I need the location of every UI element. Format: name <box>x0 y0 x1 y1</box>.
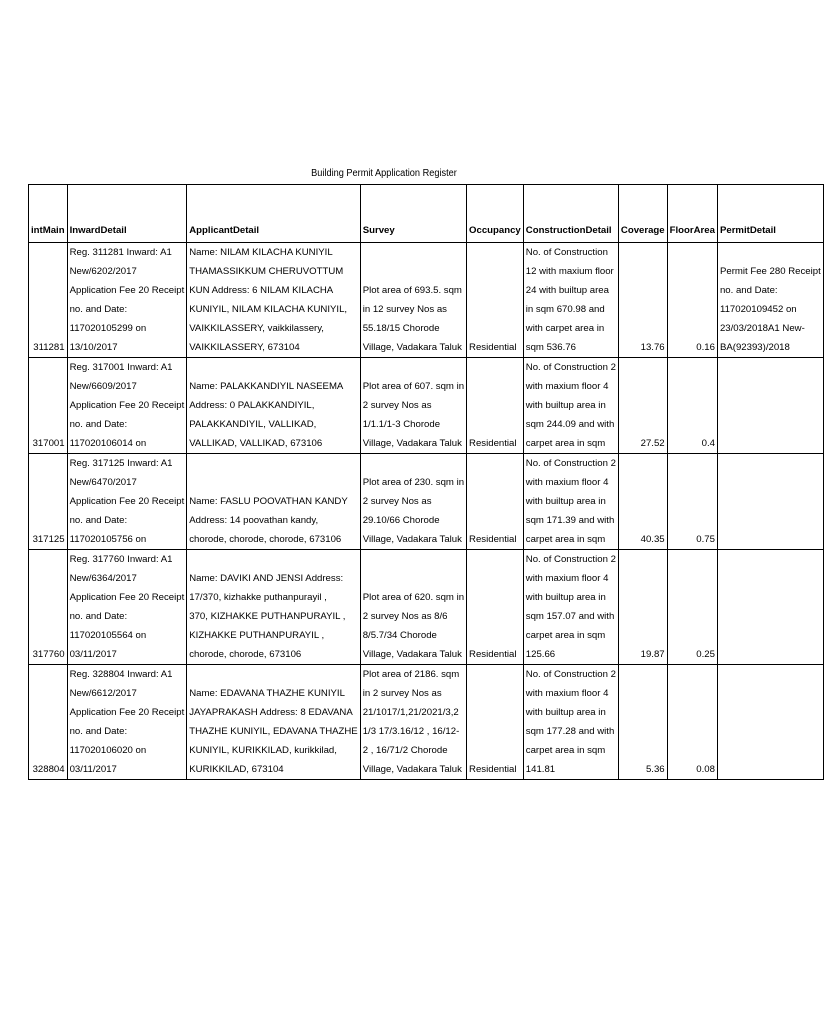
cell-survey <box>360 550 466 665</box>
cell-inward-line: 03/11/2017 <box>69 649 117 660</box>
cell-applicant-line: Address: 0 PALAKKANDIYIL, <box>189 400 315 411</box>
table-row <box>29 665 824 780</box>
cell-inward-line: no. and Date: <box>69 515 128 526</box>
cell-survey-line: 2 survey Nos as <box>362 400 432 411</box>
cell-construction-line: with maxium floor 4 <box>525 381 609 392</box>
cell-applicant-line: Address: 14 poovathan kandy, <box>189 515 319 526</box>
col-header-survey: Survey <box>360 185 466 243</box>
cell-intmain: 317001 <box>29 358 68 454</box>
header-row <box>29 185 824 243</box>
cell-permit-line: Permit Fee 280 Receipt <box>719 266 821 277</box>
cell-survey-line: Plot area of 2186. sqm <box>362 669 460 680</box>
cell-inward-line: Application Fee 20 Receipt <box>69 592 185 603</box>
cell-construction-line: sqm 177.28 and with <box>525 726 615 737</box>
col-header-floorarea: FloorArea <box>667 185 717 243</box>
cell-inward-line: Reg. 317125 Inward: A1 <box>69 458 173 469</box>
cell-applicant-line: Name: EDAVANA THAZHE KUNIYIL <box>189 688 345 699</box>
cell-construction-line: with maxium floor 4 <box>525 573 609 584</box>
cell-permit <box>717 243 823 358</box>
cell-applicant-line: chorode, chorode, chorode, 673106 <box>189 534 342 545</box>
cell-inward-line: 117020106014 on <box>69 438 147 449</box>
cell-survey-line: 2 , 16/71/2 Chorode <box>362 745 448 756</box>
cell-applicant-line: PALAKKANDIYIL, VALLIKAD, <box>189 419 317 430</box>
cell-survey-line: in 2 survey Nos as <box>362 688 442 699</box>
col-header-construction: ConstructionDetail <box>523 185 618 243</box>
cell-intmain: 328804 <box>29 665 68 780</box>
cell-applicant-line: JAYAPRAKASH Address: 8 EDAVANA <box>189 707 353 718</box>
cell-inward-line: Reg. 317001 Inward: A1 <box>69 362 173 373</box>
cell-construction <box>523 243 618 358</box>
cell-inward-line: Reg. 328804 Inward: A1 <box>69 669 173 680</box>
cell-inward-line: Application Fee 20 Receipt <box>69 285 185 296</box>
cell-permit <box>717 454 823 550</box>
cell-permit <box>717 358 823 454</box>
cell-inward <box>67 454 187 550</box>
table-row <box>29 243 824 358</box>
cell-construction-line: with maxium floor 4 <box>525 688 609 699</box>
cell-applicant-line: Name: PALAKKANDIYIL NASEEMA <box>189 381 344 392</box>
cell-construction <box>523 454 618 550</box>
cell-applicant-line: VAIKKILASSERY, 673104 <box>189 342 300 353</box>
cell-inward <box>67 358 187 454</box>
cell-construction-line: 12 with maxium floor <box>525 266 614 277</box>
cell-applicant-line: THAZHE KUNIYIL, EDAVANA THAZHE <box>189 726 358 737</box>
cell-survey <box>360 454 466 550</box>
col-header-permit: PermitDetail <box>717 185 823 243</box>
cell-inward-line: New/6609/2017 <box>69 381 137 392</box>
cell-floorarea: 0.08 <box>667 665 717 780</box>
cell-construction-line: No. of Construction 2 <box>525 554 616 565</box>
cell-intmain: 311281 <box>29 243 68 358</box>
cell-occupancy: Residential <box>467 243 524 358</box>
cell-applicant-line: THAMASSIKKUM CHERUVOTTUM <box>189 266 344 277</box>
cell-coverage: 19.87 <box>618 550 667 665</box>
cell-permit <box>717 550 823 665</box>
cell-occupancy: Residential <box>467 454 524 550</box>
cell-inward-line: no. and Date: <box>69 726 128 737</box>
cell-survey-line: 8/5.7/34 Chorode <box>362 630 437 641</box>
col-header-applicant: ApplicantDetail <box>187 185 360 243</box>
cell-permit-line: 117020109452 on <box>719 304 797 315</box>
cell-inward-line: Reg. 317760 Inward: A1 <box>69 554 173 565</box>
cell-permit <box>717 665 823 780</box>
cell-survey-line: Plot area of 620. sqm in <box>362 592 465 603</box>
cell-survey <box>360 358 466 454</box>
cell-inward-line: New/6612/2017 <box>69 688 137 699</box>
cell-applicant-line: Name: FASLU POOVATHAN KANDY <box>189 496 348 507</box>
cell-permit-line: 23/03/2018A1 New- <box>719 323 805 334</box>
cell-survey-line: 55.18/15 Chorode <box>362 323 440 334</box>
cell-construction-line: No. of Construction 2 <box>525 669 616 680</box>
cell-inward-line: no. and Date: <box>69 611 128 622</box>
cell-floorarea: 0.25 <box>667 550 717 665</box>
cell-survey-line: Plot area of 693.5. sqm <box>362 285 462 296</box>
cell-inward <box>67 550 187 665</box>
cell-inward-line: New/6364/2017 <box>69 573 137 584</box>
cell-construction <box>523 358 618 454</box>
register-title: Building Permit Application Register <box>311 168 457 179</box>
col-header-coverage: Coverage <box>618 185 667 243</box>
cell-survey-line: Village, Vadakara Taluk <box>362 649 462 660</box>
cell-survey-line: 1/3 17/3.16/12 , 16/12- <box>362 726 460 737</box>
cell-applicant-line: VALLIKAD, VALLIKAD, 673106 <box>189 438 323 449</box>
cell-survey-line: Village, Vadakara Taluk <box>362 764 462 775</box>
cell-survey-line: Village, Vadakara Taluk <box>362 534 462 545</box>
cell-survey-line: 2 survey Nos as <box>362 496 432 507</box>
cell-inward <box>67 665 187 780</box>
cell-survey-line: Plot area of 230. sqm in <box>362 477 465 488</box>
cell-applicant <box>187 550 360 665</box>
cell-construction-line: 24 with builtup area <box>525 285 609 296</box>
cell-inward-line: 03/11/2017 <box>69 764 117 775</box>
cell-coverage: 5.36 <box>618 665 667 780</box>
cell-permit-line: BA(92393)/2018 <box>719 342 790 353</box>
cell-permit-line: no. and Date: <box>719 285 778 296</box>
cell-survey-line: Plot area of 607. sqm in <box>362 381 465 392</box>
table-row <box>29 358 824 454</box>
cell-construction-line: No. of Construction 2 <box>525 458 616 469</box>
cell-construction-line: 141.81 <box>525 764 556 775</box>
cell-applicant <box>187 243 360 358</box>
cell-applicant-line: KURIKKILAD, 673104 <box>189 764 284 775</box>
cell-survey-line: 2 survey Nos as 8/6 <box>362 611 448 622</box>
cell-inward-line: Application Fee 20 Receipt <box>69 707 185 718</box>
cell-intmain: 317125 <box>29 454 68 550</box>
cell-survey <box>360 665 466 780</box>
table-row <box>29 454 824 550</box>
cell-survey-line: 29.10/66 Chorode <box>362 515 440 526</box>
cell-construction-line: 125.66 <box>525 649 556 660</box>
cell-construction-line: carpet area in sqm <box>525 534 606 545</box>
cell-coverage: 40.35 <box>618 454 667 550</box>
col-header-occupancy: Occupancy <box>467 185 524 243</box>
cell-occupancy: Residential <box>467 665 524 780</box>
cell-applicant-line: KIZHAKKE PUTHANPURAYIL , <box>189 630 325 641</box>
cell-inward-line: Application Fee 20 Receipt <box>69 496 185 507</box>
cell-construction-line: with maxium floor 4 <box>525 477 609 488</box>
cell-applicant-line: KUNIYIL, NILAM KILACHA KUNIYIL, <box>189 304 348 315</box>
cell-construction-line: with builtup area in <box>525 592 606 603</box>
cell-survey-line: Village, Vadakara Taluk <box>362 342 462 353</box>
cell-construction-line: carpet area in sqm <box>525 438 606 449</box>
cell-floorarea: 0.16 <box>667 243 717 358</box>
col-header-inward: InwardDetail <box>67 185 187 243</box>
cell-survey <box>360 243 466 358</box>
cell-inward-line: New/6202/2017 <box>69 266 137 277</box>
cell-applicant-line: 370, KIZHAKKE PUTHANPURAYIL , <box>189 611 346 622</box>
cell-inward-line: no. and Date: <box>69 304 128 315</box>
cell-intmain: 317760 <box>29 550 68 665</box>
cell-coverage: 13.76 <box>618 243 667 358</box>
cell-construction-line: with carpet area in <box>525 323 605 334</box>
cell-coverage: 27.52 <box>618 358 667 454</box>
cell-applicant-line: KUNIYIL, KURIKKILAD, kurikkilad, <box>189 745 337 756</box>
cell-occupancy: Residential <box>467 550 524 665</box>
cell-occupancy: Residential <box>467 358 524 454</box>
cell-applicant-line: Name: DAVIKI AND JENSI Address: <box>189 573 344 584</box>
cell-applicant <box>187 358 360 454</box>
cell-survey-line: 21/1017/1,21/2021/3,2 <box>362 707 459 718</box>
cell-construction-line: with builtup area in <box>525 400 606 411</box>
cell-construction-line: carpet area in sqm <box>525 745 606 756</box>
cell-construction-line: No. of Construction 2 <box>525 362 616 373</box>
cell-applicant-line: chorode, chorode, 673106 <box>189 649 302 660</box>
cell-construction <box>523 550 618 665</box>
cell-construction-line: sqm 536.76 <box>525 342 576 353</box>
cell-inward-line: 117020105756 on <box>69 534 147 545</box>
cell-inward-line: 117020106020 on <box>69 745 147 756</box>
cell-construction <box>523 665 618 780</box>
cell-survey-line: 1/1.1/1-3 Chorode <box>362 419 441 430</box>
cell-inward-line: Application Fee 20 Receipt <box>69 400 185 411</box>
table-row <box>29 550 824 665</box>
cell-floorarea: 0.4 <box>667 358 717 454</box>
cell-inward-line: New/6470/2017 <box>69 477 137 488</box>
cell-applicant-line: Name: NILAM KILACHA KUNIYIL <box>189 247 333 258</box>
cell-inward-line: Reg. 311281 Inward: A1 <box>69 247 172 258</box>
cell-construction-line: sqm 157.07 and with <box>525 611 615 622</box>
cell-applicant <box>187 454 360 550</box>
cell-applicant-line: 17/370, kizhakke puthanpurayil , <box>189 592 327 603</box>
cell-inward <box>67 243 187 358</box>
permit-register-table <box>28 184 824 780</box>
col-header-intmain: intMain <box>29 185 68 243</box>
cell-applicant-line: VAIKKILASSERY, vaikkilassery, <box>189 323 324 334</box>
cell-applicant <box>187 665 360 780</box>
cell-floorarea: 0.75 <box>667 454 717 550</box>
cell-construction-line: with builtup area in <box>525 707 606 718</box>
cell-construction-line: in sqm 670.98 and <box>525 304 605 315</box>
cell-construction-line: with builtup area in <box>525 496 606 507</box>
cell-applicant-line: KUN Address: 6 NILAM KILACHA <box>189 285 334 296</box>
cell-inward-line: 117020105299 on <box>69 323 147 334</box>
cell-inward-line: no. and Date: <box>69 419 128 430</box>
cell-survey-line: Village, Vadakara Taluk <box>362 438 462 449</box>
cell-construction-line: sqm 171.39 and with <box>525 515 615 526</box>
cell-construction-line: No. of Construction <box>525 247 608 258</box>
cell-construction-line: sqm 244.09 and with <box>525 419 615 430</box>
cell-construction-line: carpet area in sqm <box>525 630 606 641</box>
cell-inward-line: 117020105564 on <box>69 630 147 641</box>
cell-inward-line: 13/10/2017 <box>69 342 118 353</box>
cell-survey-line: in 12 survey Nos as <box>362 304 447 315</box>
